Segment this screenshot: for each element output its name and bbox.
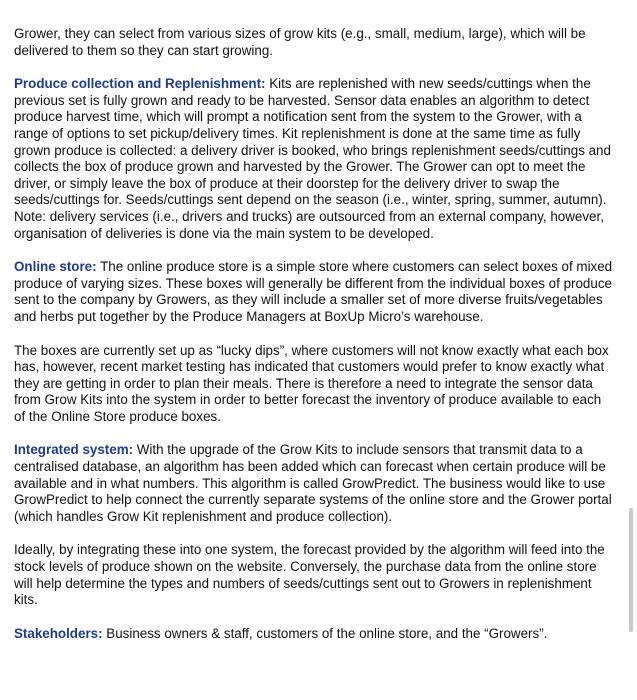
- paragraph-text: The online produce store is a simple store where customers can select boxes of mixed produce of varying sizes. These boxes will generally be different from the individual boxes of produce sent to the company by Growers, as they will include a smaller set of more diverse fruits/vegetables and herbs put together by the Produce Managers at BoxUp Micro’s warehouse.: [14, 259, 613, 324]
- paragraph-integrated-system: [14, 442, 614, 525]
- paragraph-text: Ideally, by integrating these into one system, the forecast provided by the algorithm will feed into the stock levels of produce shown on the website. Conversely, the purchase data from the online store will help determine the types and numbers of seeds/cuttings sent out to Growers in replenishment kits.: [14, 542, 605, 608]
- section-heading-stakeholders: Stakeholders:: [14, 625, 103, 641]
- paragraph-text: Kits are replenished with new seeds/cuttings when the previous set is fully grown and ready to be harvested. Sensor data enables an algorithm to detect produce harvest time, which will prompt a notification sent from the system to the Grower, with a range of options to set pickup/delivery times. Kit replenishment is done at the same time as fully grown produce is collected: a delivery driver is booked, who brings replenishment seeds/cuttings and collects the box of produce grown and harvested by the Grower. The Grower can opt to meet the driver, or simply leave the box of produce at their doorstep for the delivery driver to swap the seeds/cuttings for. Seeds/cuttings sent depend on the season (i.e., winter, spring, summer, autumn). Note: delivery services (i.e., drivers and trucks) are outsourced from an external company, however, organisation of deliveries is done via the main system to be developed.: [14, 76, 611, 241]
- paragraph-stakeholders: [14, 626, 614, 643]
- paragraph-integration-forecast: [14, 542, 614, 608]
- paragraph-lucky-dips: [14, 343, 614, 426]
- paragraph-text: Business owners & staff, customers of the online store, and the “Growers”.: [102, 625, 548, 641]
- vertical-scrollbar[interactable]: [629, 508, 633, 632]
- paragraph-text: With the upgrade of the Grow Kits to include sensors that transmit data to a centralised database, an algorithm has been added which can forecast when certain produce will be available and in what numbers. This algorithm is called GrowPredict. The business would like to use GrowPredict to help connect the currently separate systems of the online store and the Grower portal (which handles Grow Kit replenishment and produce collection).: [14, 442, 612, 524]
- paragraph-grow-kits: [14, 26, 614, 59]
- paragraph-online-store: [14, 259, 614, 325]
- paragraph-text: The boxes are currently set up as “lucky dips”, where customers will not know exactly what each box has, however, recent market testing has indicated that customers would prefer to know exactly what they are getting in order to plan their meals. There is therefore a need to integrate the sensor data from Grow Kits into the system in order to better forecast the inventory of produce available to each of the Online Store produce boxes.: [14, 342, 609, 424]
- section-heading-online-store: Online store:: [14, 259, 97, 275]
- section-heading-produce-collection: Produce collection and Replenishment:: [14, 76, 266, 92]
- paragraph-text: Grower, they can select from various sizes of grow kits (e.g., small, medium, large), which will be delivered to them so they can start growing.: [14, 26, 586, 58]
- paragraph-produce-collection: [14, 76, 614, 242]
- document-body: [14, 26, 614, 659]
- section-heading-integrated-system: Integrated system:: [14, 442, 134, 458]
